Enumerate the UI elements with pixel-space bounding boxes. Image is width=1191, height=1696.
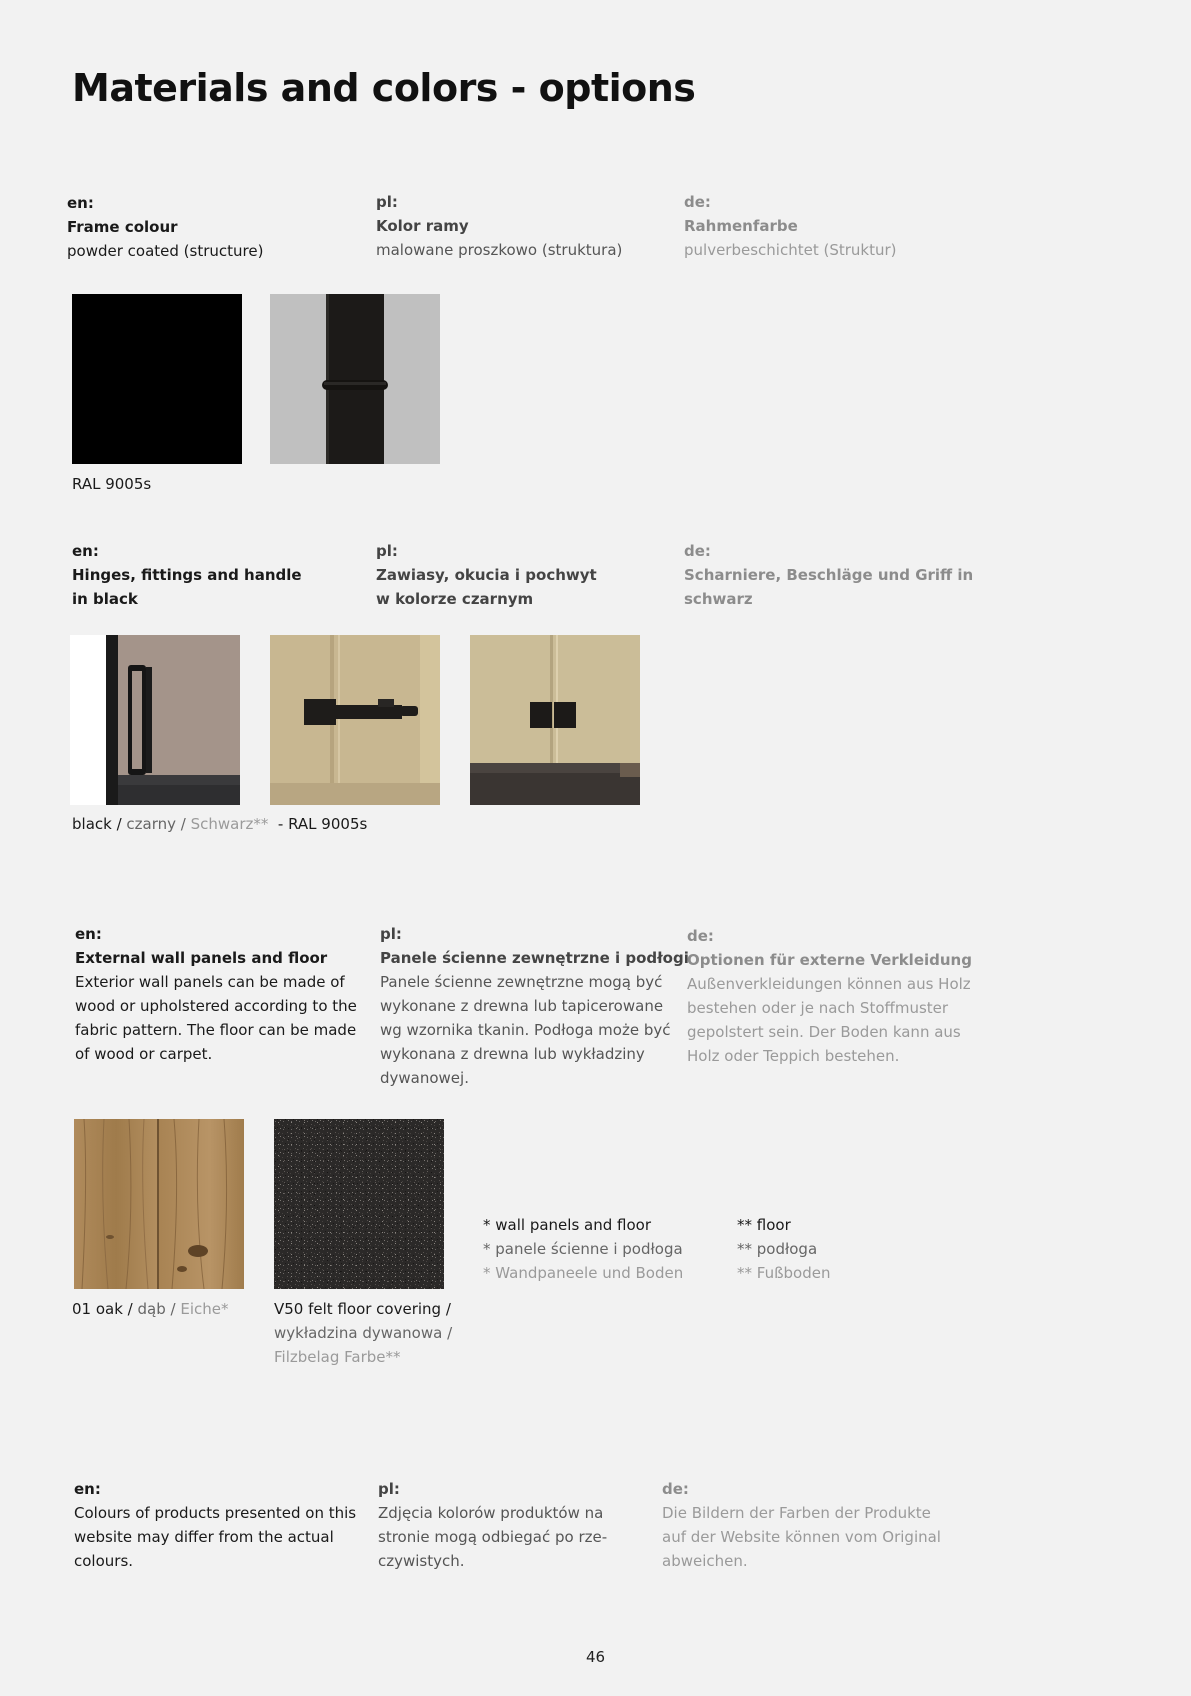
- felt-caption-en: V50 felt floor covering /: [274, 1300, 451, 1318]
- felt-caption-de: Filzbelag Farbe**: [274, 1348, 401, 1366]
- panels-heading-de: Optionen für externe Verkleidung: [687, 951, 972, 969]
- panels-text-pl-5: dywanowej.: [380, 1069, 469, 1087]
- lang-label-en: en:: [72, 542, 99, 560]
- caption-code: - RAL 9005s: [268, 815, 368, 833]
- oak-caption-de: Eiche*: [180, 1300, 229, 1318]
- frame-heading-de: Rahmenfarbe: [684, 217, 798, 235]
- hinges-pl-block: [376, 539, 597, 611]
- footnote-2-en: ** floor: [737, 1216, 791, 1234]
- disclaimer-en-2: website may differ from the actual: [74, 1528, 334, 1546]
- felt-swatch: [274, 1119, 444, 1289]
- panels-en-block: [75, 922, 357, 1066]
- black-swatch: [72, 294, 242, 464]
- disclaimer-de-2: auf der Website können vom Original: [662, 1528, 941, 1546]
- oak-caption: [72, 1297, 228, 1321]
- frame-text-de: pulverbeschichtet (Struktur): [684, 241, 897, 259]
- lang-label-en: en:: [74, 1480, 101, 1498]
- panels-text-pl-4: wykonana z drewna lub wykładziny: [380, 1045, 645, 1063]
- panels-heading-pl: Panele ścienne zewnętrzne i podłogi: [380, 949, 689, 967]
- disclaimer-pl-2: stronie mogą odbiegać po rze-: [378, 1528, 608, 1546]
- hinges-heading-pl-1: Zawiasy, okucia i pochwyt: [376, 566, 597, 584]
- lang-label-de: de:: [687, 927, 714, 945]
- page-title: Materials and colors - options: [72, 66, 696, 110]
- frame-text-pl: malowane proszkowo (struktura): [376, 241, 623, 259]
- footnote-2-de: ** Fußboden: [737, 1264, 831, 1282]
- frame-heading-pl: Kolor ramy: [376, 217, 469, 235]
- disclaimer-de-1: Die Bildern der Farben der Produkte: [662, 1504, 931, 1522]
- disclaimer-de-block: [662, 1477, 941, 1573]
- felt-caption-pl: wykładzina dywanowa /: [274, 1324, 453, 1342]
- caption-en: black /: [72, 815, 127, 833]
- footnote-1-pl: * panele ścienne i podłoga: [483, 1240, 683, 1258]
- frame-caption: RAL 9005s: [72, 475, 152, 493]
- lang-label-pl: pl:: [376, 193, 398, 211]
- frame-text-en: powder coated (structure): [67, 242, 264, 260]
- panels-text-pl-1: Panele ścienne zewnętrzne mogą być: [380, 973, 663, 991]
- felt-caption: [274, 1297, 452, 1369]
- disclaimer-en-block: [74, 1477, 356, 1573]
- footnote-1-en: * wall panels and floor: [483, 1216, 651, 1234]
- disclaimer-en-1: Colours of products presented on this: [74, 1504, 357, 1522]
- footnote-1: [483, 1213, 683, 1285]
- panels-text-pl-2: wykonane z drewna lub tapicerowane: [380, 997, 664, 1015]
- caption-pl: czarny /: [126, 815, 191, 833]
- lang-label-de: de:: [684, 193, 711, 211]
- lang-label-pl: pl:: [378, 1480, 400, 1498]
- frame-photo: [270, 294, 440, 464]
- panels-heading-en: External wall panels and floor: [75, 949, 328, 967]
- oak-caption-pl: dąb /: [137, 1300, 181, 1318]
- footnote-2: [737, 1213, 831, 1285]
- frame-de-block: [684, 190, 897, 262]
- oak-caption-en: 01 oak /: [72, 1300, 138, 1318]
- hinges-en-block: [72, 539, 302, 611]
- lang-label-pl: pl:: [376, 542, 398, 560]
- lang-label-en: en:: [75, 925, 102, 943]
- panels-text-en-3: fabric pattern. The floor can be made: [75, 1021, 357, 1039]
- caption-de: Schwarz**: [190, 815, 269, 833]
- panels-text-de-3: gepolstert sein. Der Boden kann aus: [687, 1023, 961, 1041]
- panels-de-block: [687, 924, 972, 1068]
- lang-label-de: de:: [684, 542, 711, 560]
- hinges-heading-de-1: Scharniere, Beschläge und Griff in: [684, 566, 974, 584]
- lang-label-de: de:: [662, 1480, 689, 1498]
- disclaimer-pl-3: czywistych.: [378, 1552, 465, 1570]
- panels-text-de-4: Holz oder Teppich bestehen.: [687, 1047, 900, 1065]
- lang-label-pl: pl:: [380, 925, 402, 943]
- hinges-caption: [72, 812, 367, 836]
- hinges-heading-en-1: Hinges, fittings and handle: [72, 566, 302, 584]
- panels-text-de-1: Außenverkleidungen können aus Holz: [687, 975, 971, 993]
- footnote-2-pl: ** podłoga: [737, 1240, 818, 1258]
- panels-text-de-2: bestehen oder je nach Stoffmuster: [687, 999, 949, 1017]
- hinges-heading-de-2: schwarz: [684, 590, 753, 608]
- panels-text-en-2: wood or upholstered according to the: [75, 997, 357, 1015]
- hinges-de-block: [684, 539, 973, 611]
- panels-text-en-1: Exterior wall panels can be made of: [75, 973, 345, 991]
- disclaimer-de-3: abweichen.: [662, 1552, 748, 1570]
- panels-text-en-4: of wood or carpet.: [75, 1045, 213, 1063]
- frame-en-block: [67, 191, 263, 263]
- disclaimer-pl-block: [378, 1477, 607, 1573]
- hinges-heading-en-2: in black: [72, 590, 138, 608]
- handle-photo: [70, 635, 240, 805]
- disclaimer-pl-1: Zdjęcia kolorów produktów na: [378, 1504, 604, 1522]
- hinges-heading-pl-2: w kolorze czarnym: [376, 590, 534, 608]
- oak-swatch: [74, 1119, 244, 1289]
- frame-pl-block: [376, 190, 622, 262]
- page-number: 46: [585, 1648, 606, 1666]
- hinge-photo: [470, 635, 640, 805]
- lang-label-en: en:: [67, 194, 94, 212]
- panels-pl-block: [380, 922, 689, 1090]
- frame-heading-en: Frame colour: [67, 218, 178, 236]
- disclaimer-en-3: colours.: [74, 1552, 134, 1570]
- panels-text-pl-3: wg wzornika tkanin. Podłoga może być: [380, 1021, 671, 1039]
- footnote-1-de: * Wandpaneele und Boden: [483, 1264, 684, 1282]
- fitting-photo: [270, 635, 440, 805]
